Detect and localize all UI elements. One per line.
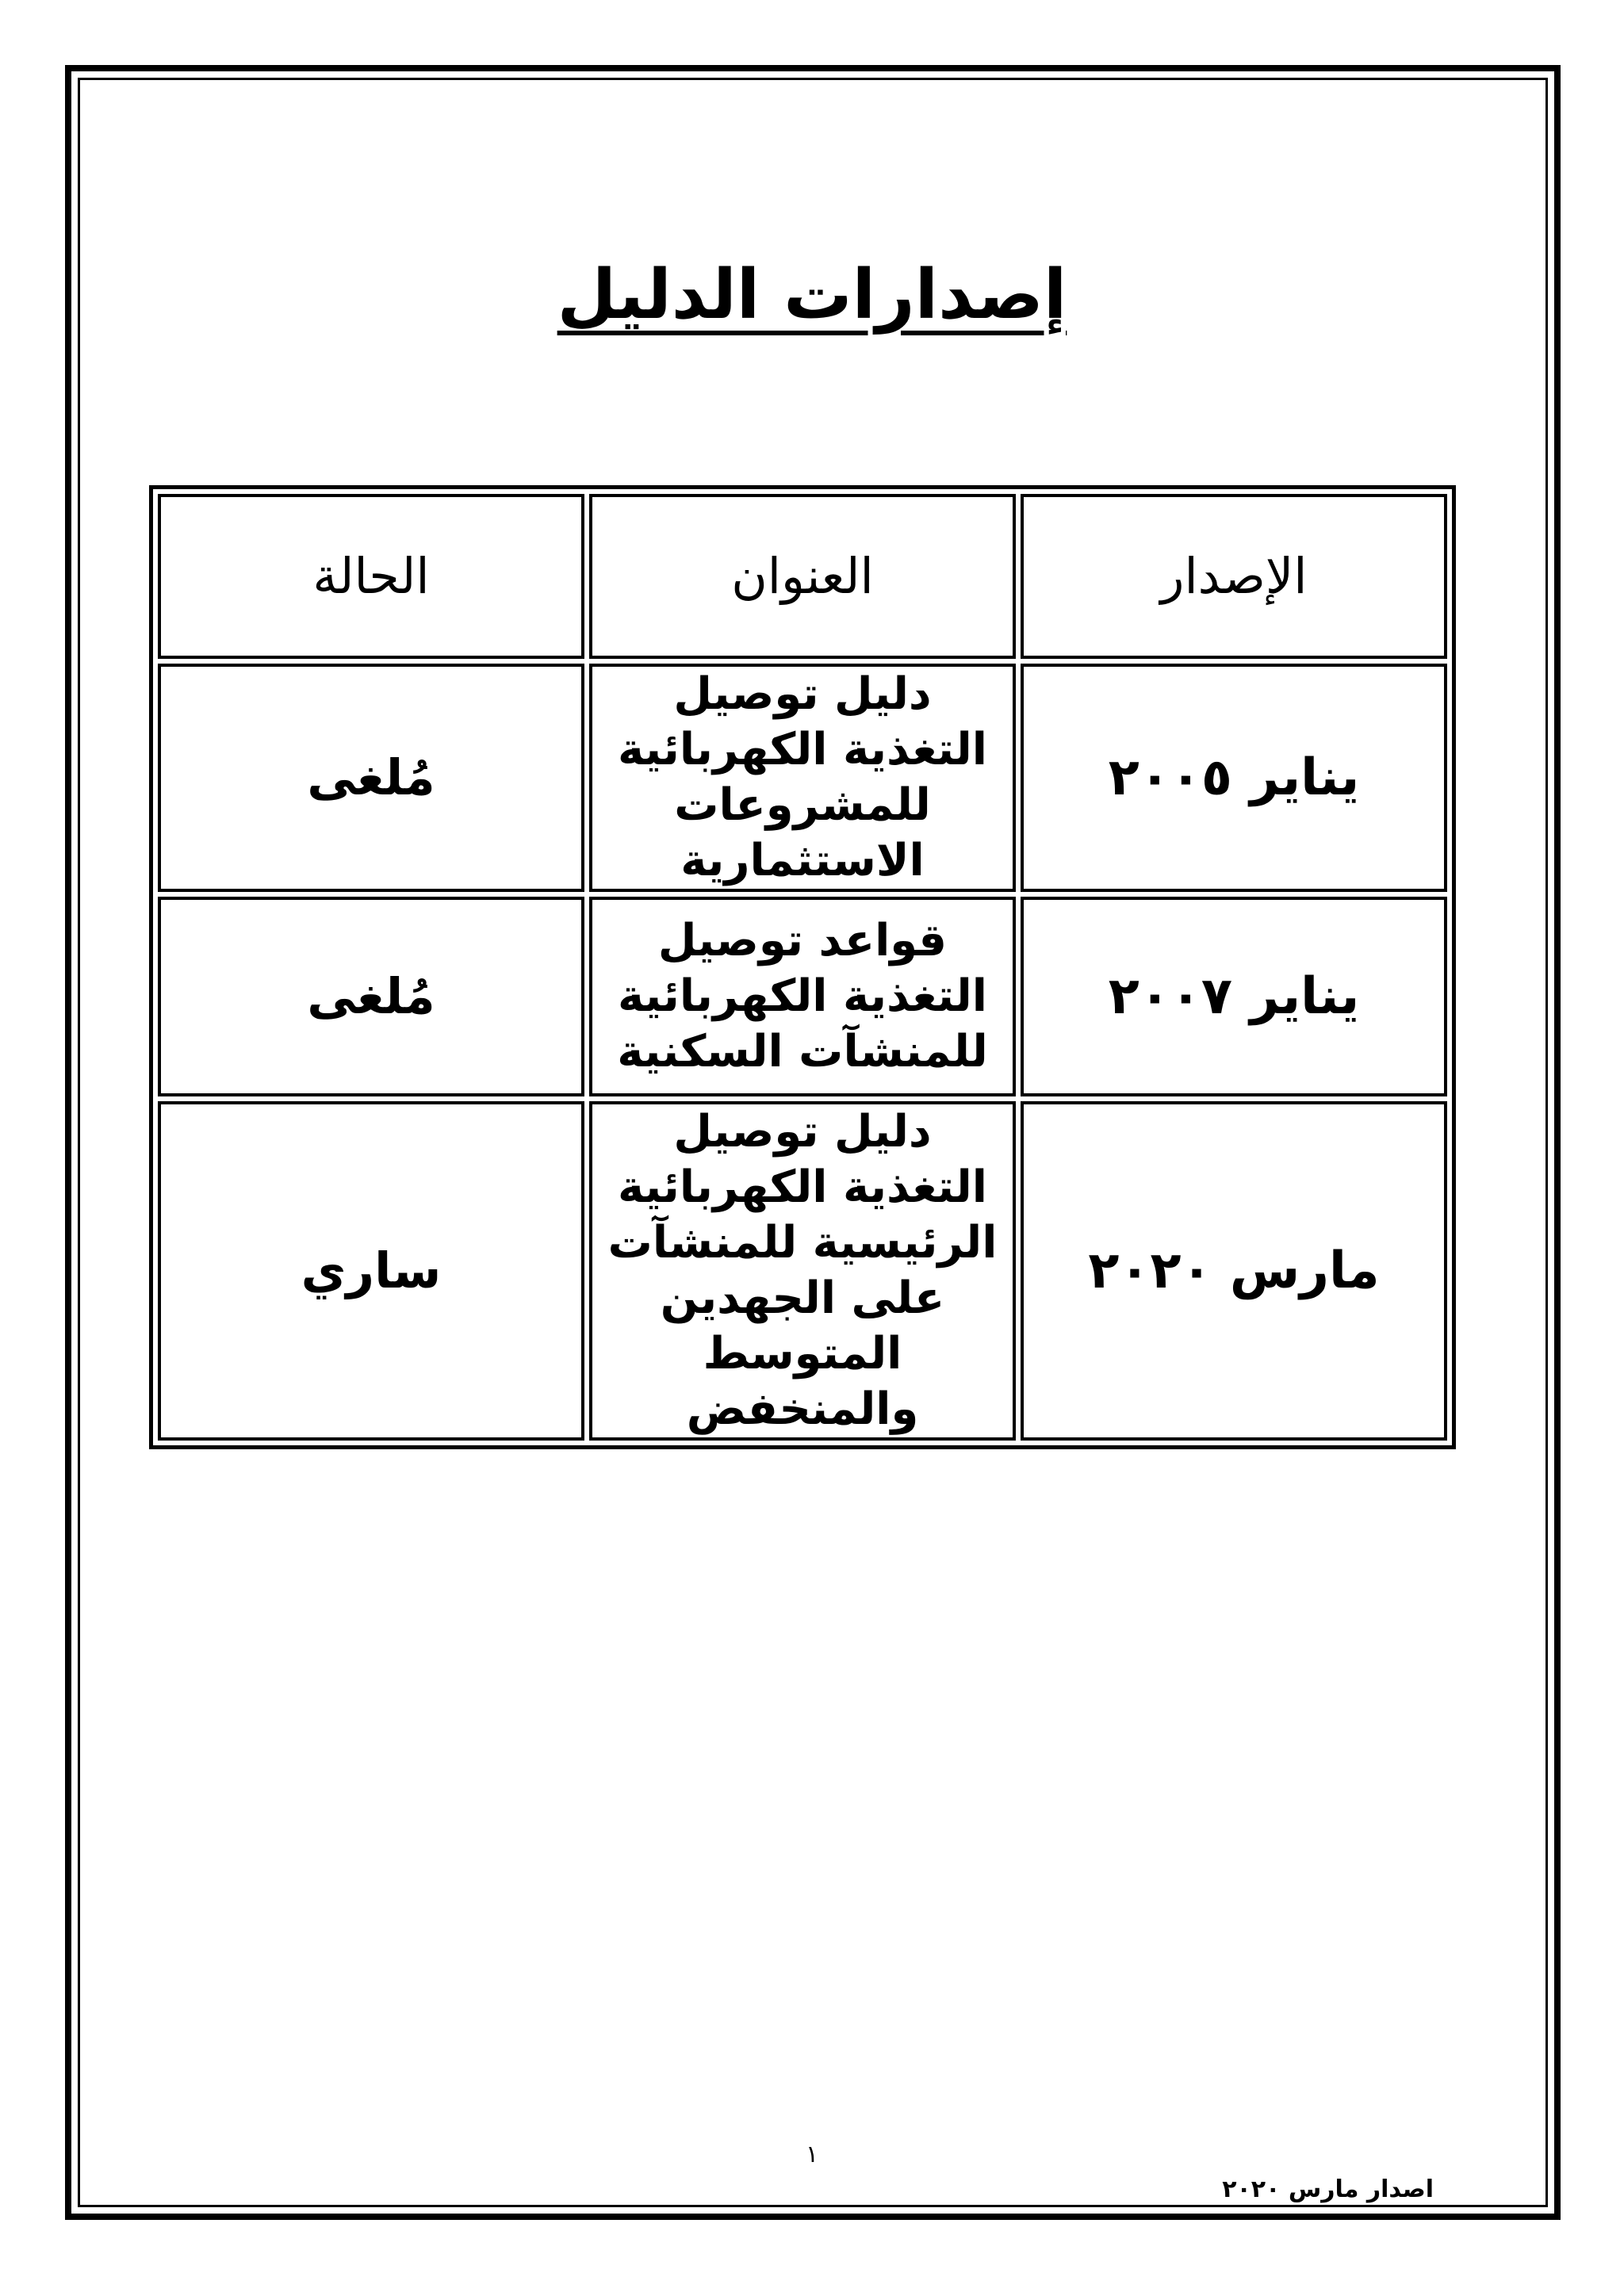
title-cell: [589, 664, 1016, 892]
edition-cell: يناير ٢٠٠٧: [1021, 897, 1447, 1096]
title-line: دليل توصيل التغذية الكهربائية: [617, 668, 988, 775]
title-line: للمشروعات الاستثمارية: [674, 779, 931, 886]
title-line: المتوسط والمنخفض: [686, 1328, 919, 1435]
status-cell: ساري: [158, 1101, 584, 1441]
title-cell: [589, 1101, 1016, 1441]
table-row: [158, 897, 1447, 1096]
table-row: [158, 664, 1447, 892]
header-edition: الإصدار: [1021, 494, 1447, 659]
page-title: [0, 255, 1624, 335]
title-line: دليل توصيل التغذية الكهربائية: [617, 1106, 988, 1213]
header-title: العنوان: [589, 494, 1016, 659]
title-cell: [589, 897, 1016, 1096]
title-line: للمنشآت السكنية: [617, 1026, 988, 1077]
status-cell: مُلغى: [158, 664, 584, 892]
title-line: قواعد توصيل التغذية الكهربائية: [617, 915, 988, 1022]
edition-cell: مارس ٢٠٢٠: [1021, 1101, 1447, 1441]
header-status: الحالة: [158, 494, 584, 659]
title-line: الرئيسية للمنشآت على الجهدين: [607, 1217, 998, 1324]
editions-table: [149, 485, 1456, 1449]
page-title-text: إصدارات الدليل: [557, 255, 1067, 335]
table-row: [158, 1101, 1447, 1441]
status-cell: مُلغى: [158, 897, 584, 1096]
page-number: ١: [805, 2141, 819, 2168]
footer-edition-note: اصدار مارس ٢٠٢٠: [1222, 2175, 1434, 2203]
edition-cell: يناير ٢٠٠٥: [1021, 664, 1447, 892]
table-header-row: [158, 494, 1447, 659]
